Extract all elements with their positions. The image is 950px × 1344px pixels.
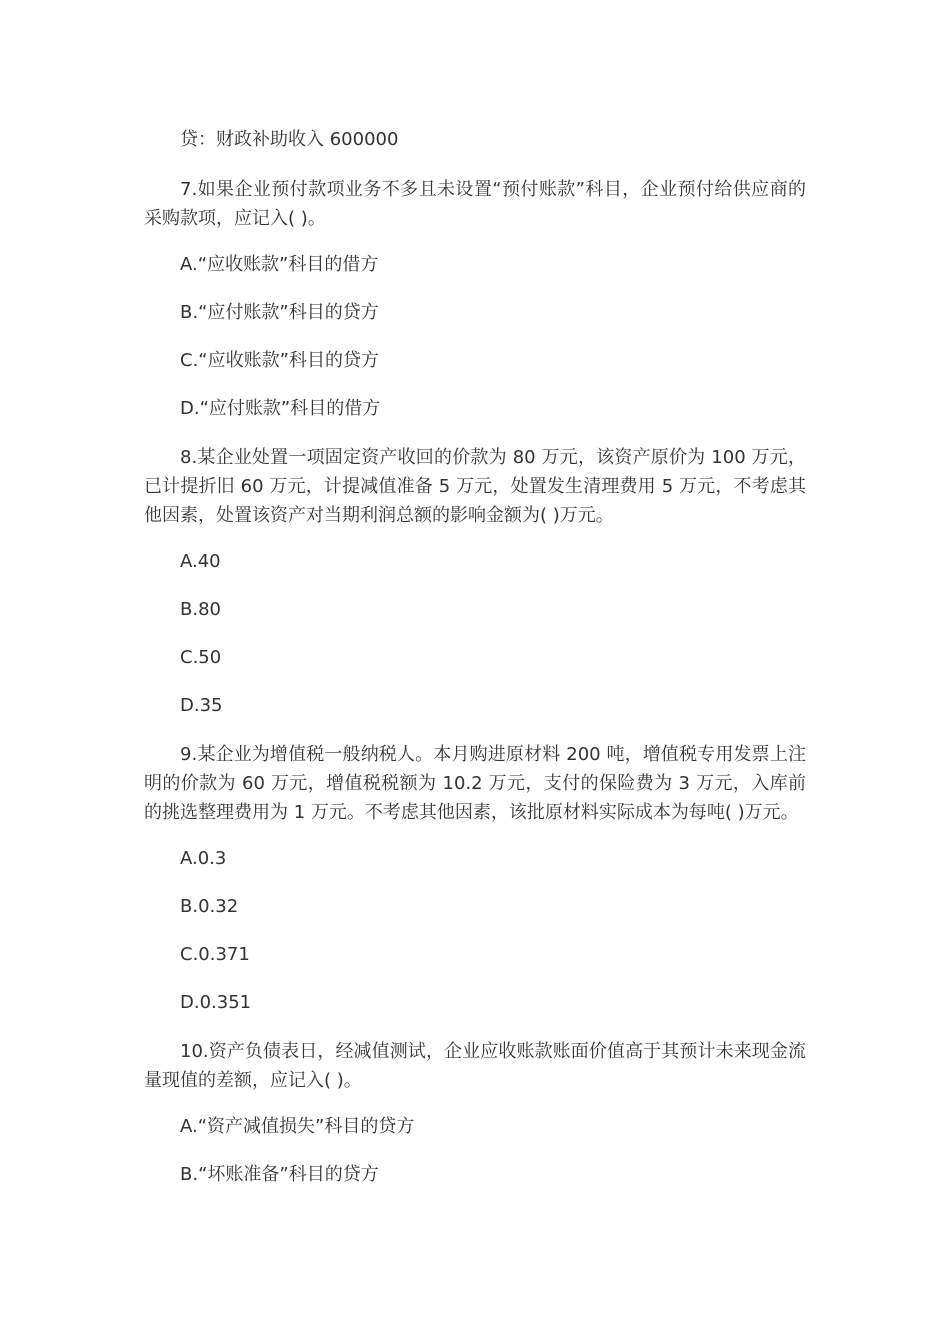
question-8-option-c: C.50 [180, 647, 222, 668]
question-8-option-b: B.80 [180, 599, 221, 620]
question-8-text: 8.某企业处置一项固定资产收回的价款为 80 万元，该资产原价为 100 万元，已计提折旧 60 万元，计提减值准备 5 万元，处置发生清理费用 5 万元，不考虑其他因素，处置该资产对当期利润总额的影响金额为( )万元。 [144, 447, 806, 526]
question-8-option-d: D.35 [180, 695, 223, 716]
question-10-option-b: B.“坏账准备”科目的贷方 [180, 1164, 379, 1185]
question-10-text: 10.资产负债表日，经减值测试，企业应收账款账面价值高于其预计未来现金流量现值的差额，应记入( )。 [144, 1041, 806, 1091]
question-7-option-c: C.“应收账款”科目的贷方 [180, 350, 379, 371]
intro-line: 贷：财政补助收入 600000 [180, 129, 399, 150]
question-9-text: 9.某企业为增值税一般纳税人。本月购进原材料 200 吨，增值税专用发票上注明的价款为 60 万元，增值税税额为 10.2 万元，支付的保险费为 3 万元，入库前的挑选整理费用为 1 万元。不考虑其他因素，该批原材料实际成本为每吨( )万元。 [144, 744, 806, 823]
question-7-option-a: A.“应收账款”科目的借方 [180, 254, 379, 275]
question-9-option-c: C.0.371 [180, 944, 250, 965]
question-7-text: 7.如果企业预付款项业务不多且未设置“预付账款”科目，企业预付给供应商的采购款项，应记入( )。 [144, 179, 806, 229]
question-9-option-b: B.0.32 [180, 896, 239, 917]
question-10-option-a: A.“资产减值损失”科目的贷方 [180, 1116, 415, 1137]
question-7-option-b: B.“应付账款”科目的贷方 [180, 302, 379, 323]
question-8-option-a: A.40 [180, 551, 221, 572]
question-7-option-d: D.“应付账款”科目的借方 [180, 398, 381, 419]
question-9-option-d: D.0.351 [180, 992, 252, 1013]
question-9-option-a: A.0.3 [180, 848, 227, 869]
